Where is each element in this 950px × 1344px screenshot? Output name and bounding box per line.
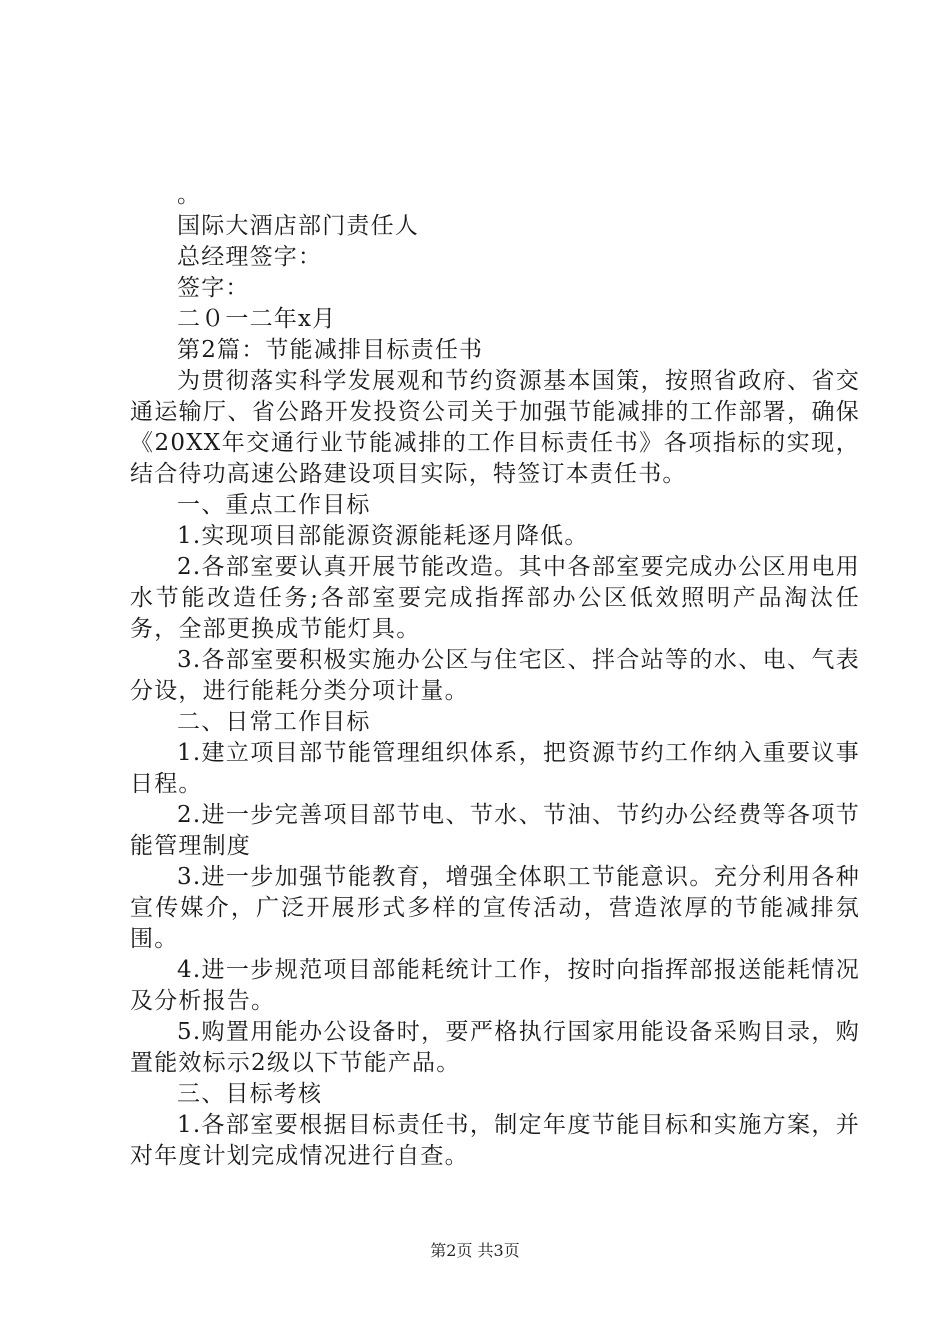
text-line: 总经理签字： [177, 244, 323, 270]
section-heading: 三、目标考核 [177, 1081, 323, 1107]
section-heading: 二、日常工作目标 [177, 709, 371, 735]
paragraph: 3.进一步加强节能教育，增强全体职工节能意识。充分利用各种宣传媒介，广泛开展形式多样的宣传活动，营造浓厚的节能减排氛围。 [130, 864, 860, 952]
document-body [130, 180, 860, 1172]
text-line: 签字： [177, 275, 250, 301]
text-line: 。 [177, 182, 202, 208]
paragraph: 5.购置用能办公设备时，要严格执行国家用能设备采购目录，购置能效标示2级以下节能产品。 [130, 1019, 860, 1076]
paragraph: 1.实现项目部能源资源能耗逐月降低。 [177, 523, 589, 549]
paragraph: 3.各部室要积极实施办公区与住宅区、拌合站等的水、电、气表分设，进行能耗分类分项计量。 [130, 647, 860, 704]
paragraph: 2.各部室要认真开展节能改造。其中各部室要完成办公区用电用水节能改造任务;各部室要完成指挥部办公区低效照明产品淘汰任务，全部更换成节能灯具。 [130, 554, 860, 642]
paragraph: 为贯彻落实科学发展观和节约资源基本国策，按照省政府、省交通运输厅、省公路开发投资公司关于加强节能减排的工作部署，确保《20XX年交通行业节能减排的工作目标责任书》各项指标的实现，结合待功高速公路建设项目实际，特签订本责任书。 [130, 368, 860, 487]
paragraph: 1.各部室要根据目标责任书，制定年度节能目标和实施方案，并对年度计划完成情况进行自查。 [130, 1112, 860, 1169]
section-title: 第2篇：节能减排目标责任书 [177, 337, 484, 363]
section-heading: 一、重点工作目标 [177, 492, 371, 518]
paragraph: 4.进一步规范项目部能耗统计工作，按时向指挥部报送能耗情况及分析报告。 [130, 957, 860, 1014]
paragraph: 1.建立项目部节能管理组织体系，把资源节约工作纳入重要议事日程。 [130, 740, 860, 797]
page-number-footer: 第2页 共3页 [430, 1241, 520, 1260]
text-line: 二０一二年x月 [177, 306, 337, 332]
paragraph: 2.进一步完善项目部节电、节水、节油、节约办公经费等各项节能管理制度 [130, 802, 860, 859]
text-line: 国际大酒店部门责任人 [177, 213, 419, 239]
